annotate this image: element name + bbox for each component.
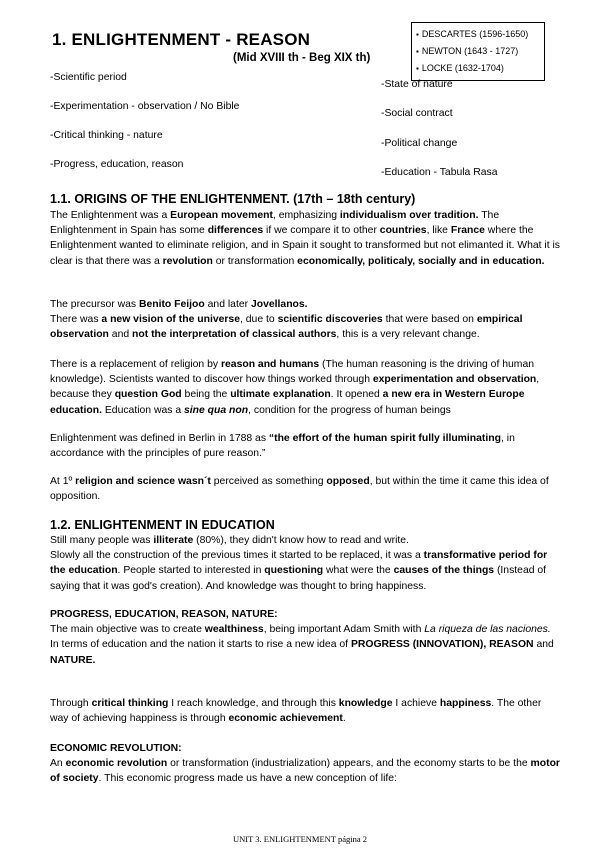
paragraph: Enlightenment was defined in Berlin in 1788 as “the effort of the human spirit fully illuminating, in accordance with the principles of pure reason.” bbox=[50, 433, 515, 460]
author-item: ▪ LOCKE (1632-1704) bbox=[416, 60, 540, 77]
paragraph: PROGRESS, EDUCATION, REASON, NATURE: The main objective was to create wealthiness, being important Adam Smith with La riqueza de las naciones. In terms of education and the nation it starts to rise a new idea of PROGRESS (INNOVATION), REASON and NATURE. bbox=[50, 609, 554, 666]
section-heading: 1.1. ORIGINS OF THE ENLIGHTENMENT. (17th – 18th century) bbox=[50, 192, 416, 206]
paragraph: The Enlightenment was a European movement, emphasizing individualism over tradition. The Enlightenment in Spain has some differences if we compare it to other countries, like France where the Enlightenment wanted to eliminate religion, and in Spain it sought to transformed but not elimanted it. What it is clear is that there was a revolution or transformation economically, politicaly, socially and in education. bbox=[50, 210, 561, 267]
paragraph: The precursor was Benito Feijoo and later Jovellanos. There was a new vision of the universe, due to scientific discoveries that were based on empirical observation and not the interpretation of classical authors, this is a very relevant change. bbox=[50, 299, 523, 341]
paragraph: There is a replacement of religion by reason and humans (The human reasoning is the driving of human knowledge). Scientists wanted to discover how things worked through experimentation and observation, because they question God being the ultimate explanation. It opened a new era in Western Europe education. Education was a sine qua non, condition for the progress of human beings bbox=[50, 359, 540, 416]
author-item: ▪ NEWTON (1643 - 1727) bbox=[416, 43, 540, 60]
section-heading: 1.2. ENLIGHTENMENT IN EDUCATION bbox=[50, 518, 275, 532]
paragraph: Through critical thinking I reach knowledge, and through this knowledge I achieve happiness. The other way of achieving happiness is through economic achievement. bbox=[50, 698, 542, 725]
keypoint: -Progress, education, reason bbox=[50, 159, 184, 170]
keypoint: -Experimentation - observation / No Bible bbox=[50, 101, 240, 112]
keypoint: -State of nature bbox=[381, 79, 453, 90]
keypoint: -Education - Tabula Rasa bbox=[381, 167, 498, 178]
keypoint: -Scientific period bbox=[50, 72, 127, 83]
authors-box bbox=[411, 22, 545, 81]
paragraph: ECONOMIC REVOLUTION: An economic revolution or transformation (industrialization) appears, and the economy starts to be the motor of society. This economic progress made us have a new conception of life: bbox=[50, 743, 560, 785]
period-subtitle: (Mid XVIII th - Beg XIX th) bbox=[233, 52, 371, 64]
page-title: 1. ENLIGHTENMENT - REASON bbox=[52, 30, 311, 49]
author-item: ▪ DESCARTES (1596-1650) bbox=[416, 26, 540, 43]
paragraph: At 1º religion and science wasn´t perceived as something opposed, but within the time it came this idea of opposition. bbox=[50, 476, 549, 503]
keypoint: -Social contract bbox=[381, 108, 453, 119]
paragraph: Still many people was illiterate (80%), they didn't know how to read and write. Slowly all the construction of the previous times it started to be replaced, it was a transformative period for the education. People started to interested in questioning what were the causes of the things (Instead of saying that it was god's creation). And knowledge was thought to bring happiness. bbox=[50, 535, 548, 592]
keypoint: -Critical thinking - nature bbox=[50, 130, 163, 141]
page-footer: UNIT 3. ENLIGHTENMENT página 2 bbox=[232, 834, 367, 844]
keypoint: -Political change bbox=[381, 138, 458, 149]
